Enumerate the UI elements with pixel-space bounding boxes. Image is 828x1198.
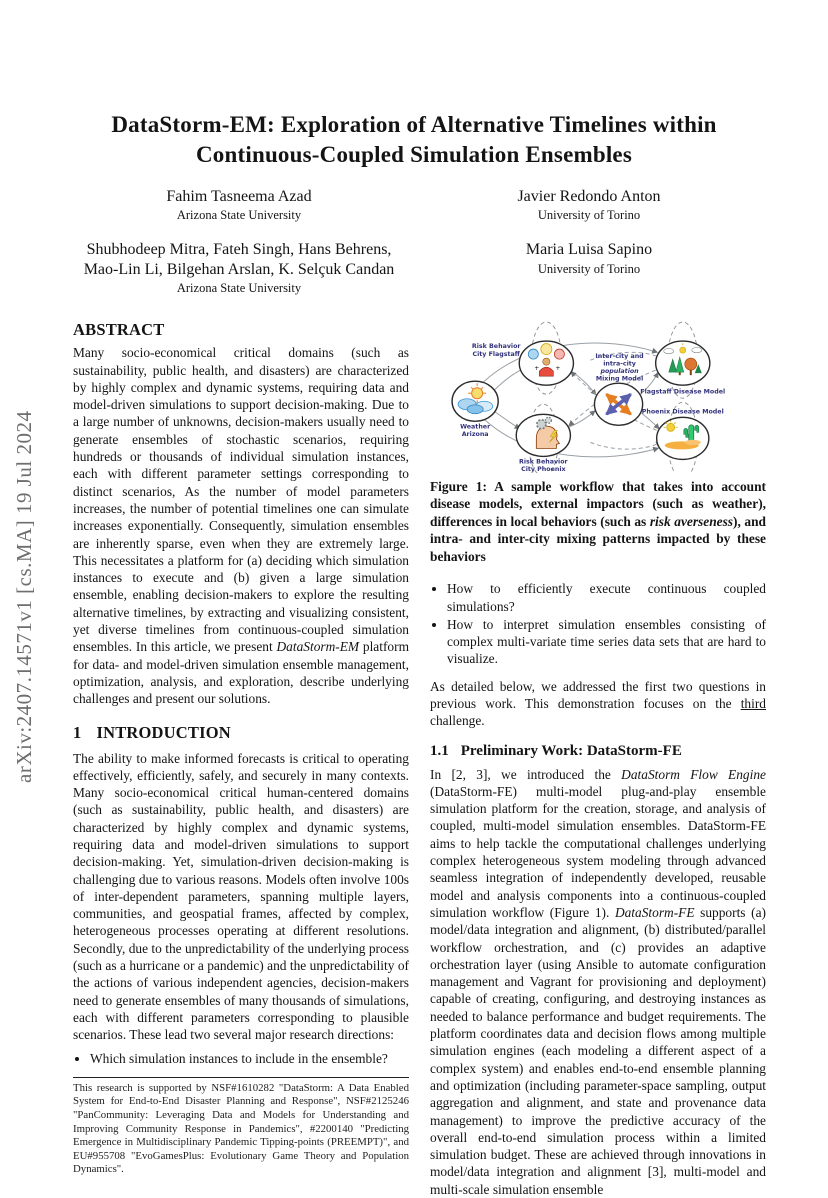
author-name: Javier Redondo Anton: [517, 187, 661, 205]
mixing-label: population: [600, 368, 639, 376]
funding-footnote: This research is supported by NSF#1610282 "DataStorm: A Data Enabled System for End-to-End Disaster Planning and Response", NSF#2125246 "PanCommunity: Leveraging Data and Models for Understanding and Improving Community Response in Pandemics", #2200140 "Predicting Emergence in Multidisciplinary Pandemic Tipping-points (PREEMPT)", and EU#955708 "EvoGamesPlus: Evolutionary Game Theory and Population Dynamics".: [73, 1081, 409, 1176]
two-column-body: [73, 320, 766, 1198]
svg-text:+: +: [555, 365, 561, 373]
subsection-heading: [430, 743, 766, 760]
challenges-bullet-list: [430, 580, 766, 667]
section-title: Preliminary Work: DataStorm-FE: [460, 742, 682, 759]
author-block-2: [414, 187, 764, 224]
author-name: Fahim Tasneema Azad: [166, 187, 312, 205]
workflow-nodes: [452, 341, 710, 459]
abstract-heading: ABSTRACT: [73, 320, 165, 340]
author-affiliation: University of Torino: [537, 208, 641, 223]
mixing-label: intra-city: [603, 360, 636, 368]
introduction-heading: [73, 723, 409, 743]
phoenix-disease-label: Phoenix Disease Model: [641, 408, 724, 416]
transition-paragraph: As detailed below, we addressed the first two questions in previous work. This demonstration focuses on the third challenge.: [430, 678, 766, 729]
author-block-1: [64, 187, 414, 224]
preliminary-work-paragraph: In [2, 3], we introduced the DataStorm Flow Engine (DataStorm-FE) multi-model plug-and-play ensemble simulation platform for the creation, storage, and analysis of coupled, multi-model simulation ensembles. DataStorm-FE aims to help tackle the computational challenges underlying complex heterogeneous system modeling through advanced seamless integration of independently developed, reusable model and analysis components into a continuous-coupled simulation workflow (Figure 1). DataStorm-FE supports (a) model/data integration and alignment, (b) distributed/parallel workflow orchestration, and (c) provides an adaptive orchestration layer (using Ansible to automate configuration management and Vagrant for provisioning and deployment) capable of creating, configuring, and destroying instances as needed to balance performance and budget requirements. The platform coordinates data and decision flows among multiple simulation engines (each modeling a different aspect of a complex system) and enables end-to-end ensemble planning and optimization (including parameter-space sampling, output aggregation and alignment, and state and provenance data management) to improve the predictive accuracy of the overall end-to-end simulation process within a limited simulation budget. These are achieved through innovations in model/data integration and alignment [3], multi-model and multi-scale simulation ensemble: [430, 766, 766, 1197]
workflow-diagram: [430, 320, 766, 472]
author-name: Mao-Lin Li, Bilgehan Arslan, K. Selçuk Candan: [83, 260, 395, 278]
mixing-label: Inter-city and: [595, 353, 644, 361]
figure-caption: Figure 1: A sample workflow that takes into account disease models, external impactors (such as weather), differences in local behaviors (such as risk averseness), and intra- and inter-city mixing patterns impacted by these behaviors: [430, 478, 767, 564]
right-column: [430, 320, 766, 1198]
bullet-item: • Which simulation instances to include in the ensemble?: [90, 1050, 409, 1067]
weather-label: Arizona: [461, 431, 489, 439]
risk-phoenix-label: Risk Behavior: [519, 458, 568, 466]
risk-phoenix-label: City Phoenix: [521, 466, 566, 473]
left-column: [73, 320, 409, 1198]
author-name: Shubhodeep Mitra, Fateh Singh, Hans Behrens,: [86, 241, 392, 259]
weather-label: Weather: [460, 423, 491, 431]
author-block-3: [64, 240, 414, 296]
author-name: Maria Luisa Sapino: [525, 241, 653, 259]
figure-1: [430, 320, 766, 565]
paper-title: DataStorm-EM: Exploration of Alternative Timelines within Continuous-Coupled Simulation Ensembles: [111, 112, 717, 168]
bullet-item: • How to efficiently execute continuous coupled simulations?: [447, 580, 766, 615]
section-number: 1.1: [430, 742, 449, 759]
risk-flagstaff-label: Risk Behavior: [471, 343, 521, 351]
flagstaff-disease-label: Flagstaff Disease Model: [640, 388, 726, 396]
mixing-label: Mixing Model: [595, 375, 644, 383]
bullet-item: • How to interpret simulation ensembles consisting of complex multi-variate time series data sets that are hard to visualize.: [447, 616, 766, 668]
section-number: 1: [73, 722, 82, 742]
introduction-bullet-list: [73, 1050, 409, 1067]
section-title: INTRODUCTION: [96, 722, 231, 742]
footnote-divider: [73, 1077, 409, 1078]
author-block-4: [414, 240, 764, 296]
arxiv-watermark: arXiv:2407.14571v1 [cs.MA] 19 Jul 2024: [12, 410, 36, 783]
svg-text:+: +: [534, 365, 540, 373]
risk-flagstaff-label: City Flagstaff: [472, 351, 520, 359]
introduction-paragraph: The ability to make informed forecasts is critical to operating effectively, efficiently, safely, and securely in many contexts. Many socio-economical critical human-centered domains (such as sustainability, public health, and disasters) are characterized by highly complex and dynamic systems, requiring data and model-driven simulations to support decision-making. Yet, simulation-driven decision-making is challenging due to various reasons. Models often involve 100s of inter-dependent parameters, spanning multiple layers, communities, and geospatial frames, affected by complex, heterogeneous processes operating at different resolutions. Secondly, due to the unpredictability of the underlying process (such as a hurricane or a pandemic) and the unpredictability of the actions of various independent agencies, decision-makers need to generate ensembles of many thousands of simulations, each with different parameters corresponding to plausible scenarios. These lead two several major research directions:: [73, 750, 409, 1043]
author-affiliation: Arizona State University: [176, 281, 302, 296]
abstract-paragraph: Many socio-economical critical domains (such as sustainability, public health, and disasters) are characterized by highly complex and dynamic systems, requiring data and model-driven simulations to support decision-making. Due to a large number of unknowns, decision-makers usually need to generate ensembles of stochastic scenarios, requiring hundreds or thousands of individual simulation instances, each with different parameter settings corresponding to distinct scenarios, As the number of model parameters increases, the number of potential timelines one can simulate increases exponentially. Consequently, simulation ensembles are inherently sparse, even when they are extremely large. This necessitates a platform for (a) deciding which simulation instances to execute and (b) given a large simulation ensemble, enabling decision-makers to explore the resulting alternative timelines, by extracting and visualizing consistent, yet diverse timelines from continuous-coupled simulation ensembles. In this article, we present DataStorm-EM platform for data- and model-driven simulation ensemble management, optimization, analysis, and exploration, describe underlying challenges and present our solutions.: [73, 345, 409, 707]
author-affiliation: University of Torino: [537, 261, 641, 276]
author-affiliation: Arizona State University: [176, 208, 302, 223]
author-section: [64, 187, 764, 297]
figure-node-phoenix-disease: [657, 418, 709, 460]
